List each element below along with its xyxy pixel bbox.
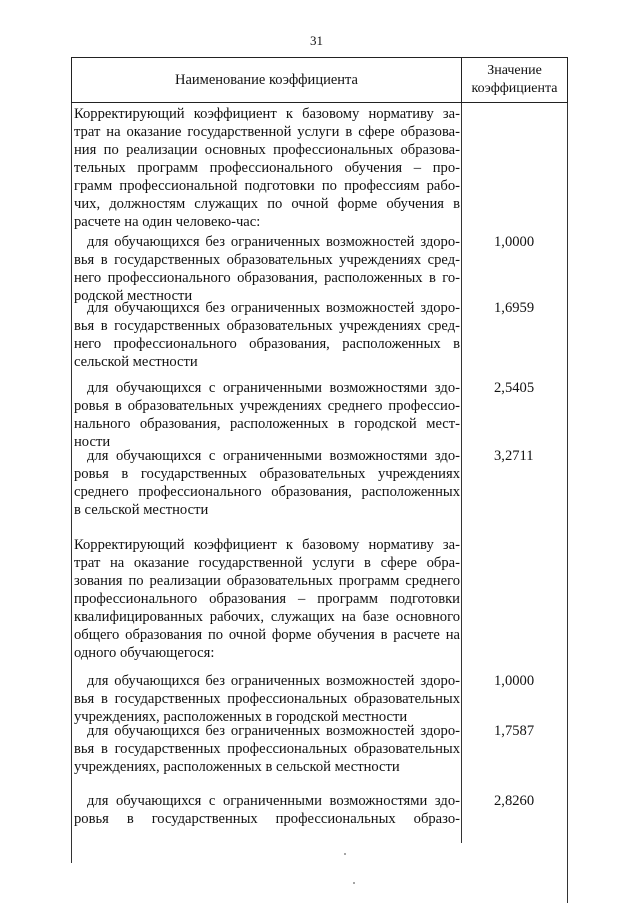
scan-speck	[344, 853, 346, 855]
coefficient-value: 3,2711	[494, 448, 534, 464]
coefficient-value: 1,6959	[494, 300, 535, 316]
coefficient-row-label	[74, 672, 460, 726]
table-column-divider	[461, 103, 462, 843]
table-right-border	[567, 103, 568, 903]
text-line: расчете на один человеко-час:	[74, 214, 261, 230]
coefficient-value: 1,0000	[494, 234, 535, 250]
section-2-intro	[74, 536, 460, 662]
coefficient-value: 2,5405	[494, 380, 535, 396]
text-line: трат на оказание государственной услуги в сфере обра-	[74, 555, 460, 571]
coefficient-row-label	[74, 722, 460, 776]
text-line: для обучающихся с ограниченными возможностями здо-	[87, 448, 460, 464]
coefficient-row-label	[74, 379, 460, 451]
text-line: чих, должностям служащих по очной форме обучения в	[74, 196, 460, 212]
table-header	[71, 57, 568, 103]
text-line: учреждениях, расположенных в городской местности	[74, 709, 408, 725]
table-left-border	[71, 103, 72, 863]
text-line: грамм профессиональной подготовки по профессиям рабо-	[74, 178, 460, 194]
text-line: трат на оказание государственной услуги в сфере образова-	[74, 124, 460, 140]
text-line: для обучающихся без ограниченных возможностей здоро-	[87, 300, 460, 316]
section-1-intro	[74, 105, 460, 231]
scan-speck	[353, 882, 355, 884]
text-line: нального образования, расположенных в городской мест-	[74, 416, 460, 432]
text-line: ровья в государственных образовательных учреждениях	[74, 466, 460, 482]
text-line: ровья в государственных профессиональных образо-	[74, 811, 460, 827]
page-number: 31	[310, 33, 323, 48]
text-line: для обучающихся с ограниченными возможностями здо-	[87, 793, 460, 809]
column-header-name: Наименование коэффициента	[72, 58, 462, 102]
text-line: тельных программ профессионального обучения – про-	[74, 160, 460, 176]
text-line: вья в государственных образовательных учреждениях сред-	[74, 252, 460, 268]
text-line: зования по реализации образовательных программ среднего	[74, 573, 460, 589]
text-line: среднего профессионального образования, расположенных	[74, 484, 460, 500]
coefficient-value: 1,0000	[494, 673, 535, 689]
text-line: для обучающихся без ограниченных возможностей здоро-	[87, 234, 460, 250]
coefficient-row-label	[74, 233, 460, 305]
text-line: учреждениях, расположенных в сельской местности	[74, 759, 400, 775]
text-line: ния по реализации основных профессиональных образова-	[74, 142, 460, 158]
coefficient-row-label	[74, 447, 460, 519]
text-line: общего образования по очной форме обучения в расчете на	[74, 627, 460, 643]
text-line: для обучающихся с ограниченными возможностями здо-	[87, 380, 460, 396]
text-line: вья в государственных профессиональных образовательных	[74, 691, 460, 707]
text-line: для обучающихся без ограниченных возможностей здоро-	[87, 723, 460, 739]
text-line: ровья в образовательных учреждениях среднего профессио-	[74, 398, 460, 414]
column-header-value: Значение коэффициента	[471, 63, 558, 96]
text-line: Корректирующий коэффициент к базовому нормативу за-	[74, 106, 460, 122]
text-line: родской местности	[74, 288, 193, 304]
text-line: профессионального образования – программ подготовки	[74, 591, 460, 607]
text-line: вья в государственных образовательных учреждениях сред-	[74, 318, 460, 334]
coefficient-value: 1,7587	[494, 723, 535, 739]
text-line: вья в государственных профессиональных образовательных	[74, 741, 460, 757]
text-line: ности	[74, 434, 111, 450]
text-line: квалифицированных рабочих, служащих на базе основного	[74, 609, 460, 625]
text-line: сельской местности	[74, 354, 198, 370]
text-line: него профессионального образования, расположенных в го-	[74, 270, 460, 286]
coefficient-value: 2,8260	[494, 793, 535, 809]
coefficient-row-label	[74, 299, 460, 371]
text-line: него профессионального образования, расположенных в	[74, 336, 460, 352]
text-line: в сельской местности	[74, 502, 209, 518]
text-line: одного обучающегося:	[74, 645, 215, 661]
coefficient-row-label	[74, 792, 460, 828]
text-line: Корректирующий коэффициент к базовому нормативу за-	[74, 537, 460, 553]
text-line: для обучающихся без ограниченных возможностей здоро-	[87, 673, 460, 689]
